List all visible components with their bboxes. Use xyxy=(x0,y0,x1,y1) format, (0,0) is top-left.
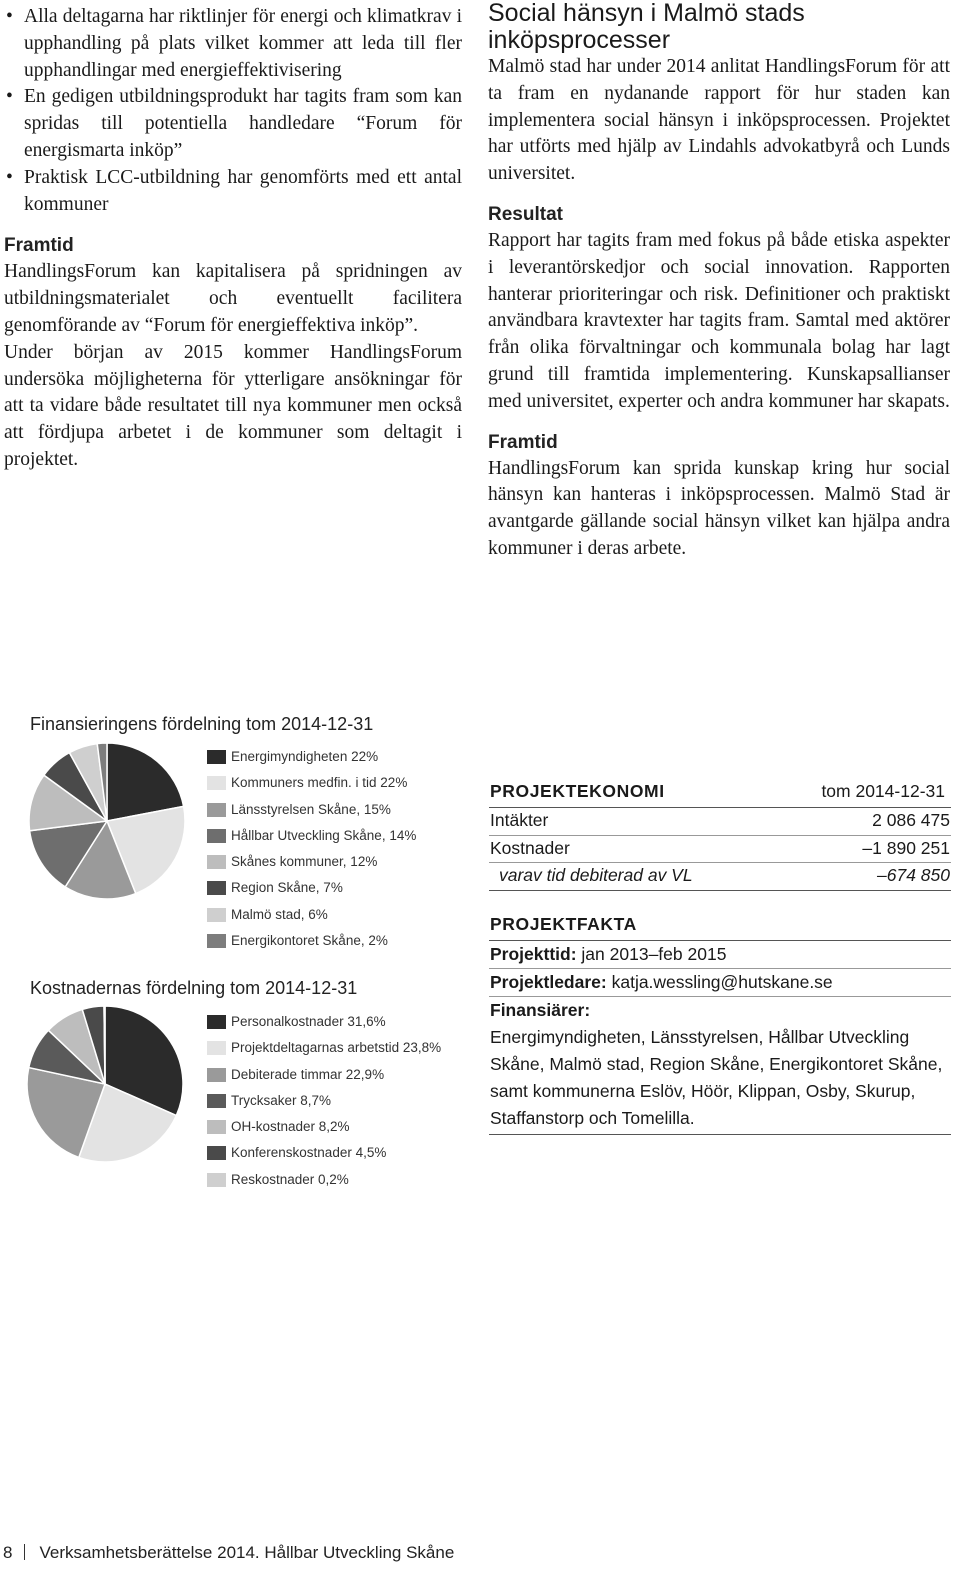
projektfakta-header xyxy=(489,914,951,941)
projektledare-email: katja.wessling@hutskane.se xyxy=(611,972,833,992)
footer-text: Verksamhetsberättelse 2014. Hållbar Utveckling Skåne xyxy=(39,1543,455,1562)
table-row: Kostnader –1 890 251 xyxy=(489,836,951,864)
framtid-heading-left: Framtid xyxy=(4,235,74,257)
legend-swatch xyxy=(207,1068,226,1082)
page-footer xyxy=(3,1543,454,1563)
legend-swatch xyxy=(207,1015,226,1029)
bullet-icon: • xyxy=(6,166,13,188)
bullet-icon: • xyxy=(6,6,13,27)
left-column xyxy=(4,4,462,474)
framtid-heading-right: Framtid xyxy=(488,431,558,453)
footer-divider xyxy=(24,1544,25,1560)
projektekonomi-heading: PROJEKTEKONOMI xyxy=(490,781,665,801)
bullet-icon: • xyxy=(6,86,13,108)
finansiarer-row: Finansiärer: Energimyndigheten, Länsstyrelsen, Hållbar Utveckling Skåne, Malmö stad, Region Skåne, Energikontoret Skåne, samt kommunerna Eslöv, Höör, Klippan, Osby, Skurup, Staffanstorp och Tomelilla. xyxy=(489,997,951,1135)
legend-swatch xyxy=(207,1146,226,1160)
list-item: • Praktisk LCC-utbildning har genomförts med ett antal kommuner xyxy=(6,166,462,215)
resultat-paragraph: Rapport har tagits fram med fokus på både etiska aspekter i leverantörskedjor och social innovation. Rapporten hanterar prioriteringar och risk. Definitioner och praktiskt användbara kravtexter har tagits fram. Samtal med aktörer från olika förvaltningar och kommunala bolag har lagt grund till framtida implementering. Kunskapsallianser med universitet, experter och andra kommuner har skapats. xyxy=(488,229,950,412)
list-item: • En gedigen utbildningsprodukt har tagits fram som kan spridas till potentiella handledare “Forum för energismarta inköp” xyxy=(6,86,462,161)
legend-swatch xyxy=(207,855,226,869)
article-title: Social hänsyn i Malmö stads inköpsprocesser xyxy=(488,0,805,54)
framtid-paragraph-2: Under början av 2015 kommer HandlingsForum undersöka möjligheterna för ytterligare ansökningar för att ta vidare både resultatet till nya kommuner men också att fördjupa arbetet i de kommuner som deltagit i projektet. xyxy=(4,341,462,470)
legend-swatch xyxy=(207,1120,226,1134)
results-bullet-list xyxy=(4,4,462,218)
legend-swatch xyxy=(207,750,226,764)
projektekonomi-date: tom 2014-12-31 xyxy=(821,781,945,801)
legend-swatch xyxy=(207,1094,226,1108)
legend-swatch xyxy=(207,803,226,817)
legend-swatch xyxy=(207,829,226,843)
finansiarer-list: Energimyndigheten, Länsstyrelsen, Hållbar Utveckling Skåne, Malmö stad, Region Skåne, Energikontoret Skåne, samt kommunerna Eslöv, Höör, Klippan, Osby, Skurup, Staffanstorp och Tomelilla. xyxy=(490,1027,943,1128)
projekttid-row: Projekttid: jan 2013–feb 2015 xyxy=(489,941,951,969)
pie-slice-reskostnader xyxy=(104,1006,105,1084)
intro-paragraph: Malmö stad har under 2014 anlitat HandlingsForum för att ta fram en nydanande rapport för hur staden kan implementera social hänsyn i inköpsprocessen. Projektet har utförts med hjälp av Lindahls advokatbyrå och Lunds universitet. xyxy=(488,56,950,185)
projektekonomi-table xyxy=(489,781,951,891)
legend-swatch xyxy=(207,1173,226,1187)
legend-swatch xyxy=(207,908,226,922)
projektfakta-table xyxy=(489,914,951,1135)
projektfakta-heading: PROJEKTFAKTA xyxy=(490,914,637,934)
legend-swatch xyxy=(207,776,226,790)
pie-chart-finansiering xyxy=(27,741,187,901)
chart-title-kostnader: Kostnadernas fördelning tom 2014-12-31 xyxy=(30,978,358,998)
page-number: 8 xyxy=(3,1543,13,1562)
table-row: Intäkter 2 086 475 xyxy=(489,808,951,836)
list-item: • Alla deltagarna har riktlinjer för energi och klimatkrav i upphandling på plats vilket kommer att leda till fler upphandlingar med energieffektivisering xyxy=(6,6,462,81)
legend-swatch xyxy=(207,881,226,895)
right-column xyxy=(488,0,950,563)
legend-swatch xyxy=(207,1041,226,1055)
pie-chart-kostnader xyxy=(25,1004,185,1164)
framtid-paragraph-right: HandlingsForum kan sprida kunskap kring hur social hänsyn kan hanteras i inköpsprocessen. Malmö Stad är avantgarde gällande social hänsyn vilket kan hjälpa andra kommuner i deras arbete. xyxy=(488,457,950,559)
resultat-heading: Resultat xyxy=(488,203,563,225)
table-row: varav tid debiterad av VL –674 850 xyxy=(489,863,951,891)
projektledare-row: Projektledare: katja.wessling@hutskane.se xyxy=(489,969,951,997)
framtid-paragraph-1: HandlingsForum kan kapitalisera på spridningen av utbildningsmaterialet och eventuellt facilitera genomförande av “Forum för energieffektiva inköp”. xyxy=(4,261,462,336)
legend-swatch xyxy=(207,934,226,948)
projektekonomi-header xyxy=(489,781,951,808)
chart-title-finansiering: Finansieringens fördelning tom 2014-12-31 xyxy=(30,714,374,734)
